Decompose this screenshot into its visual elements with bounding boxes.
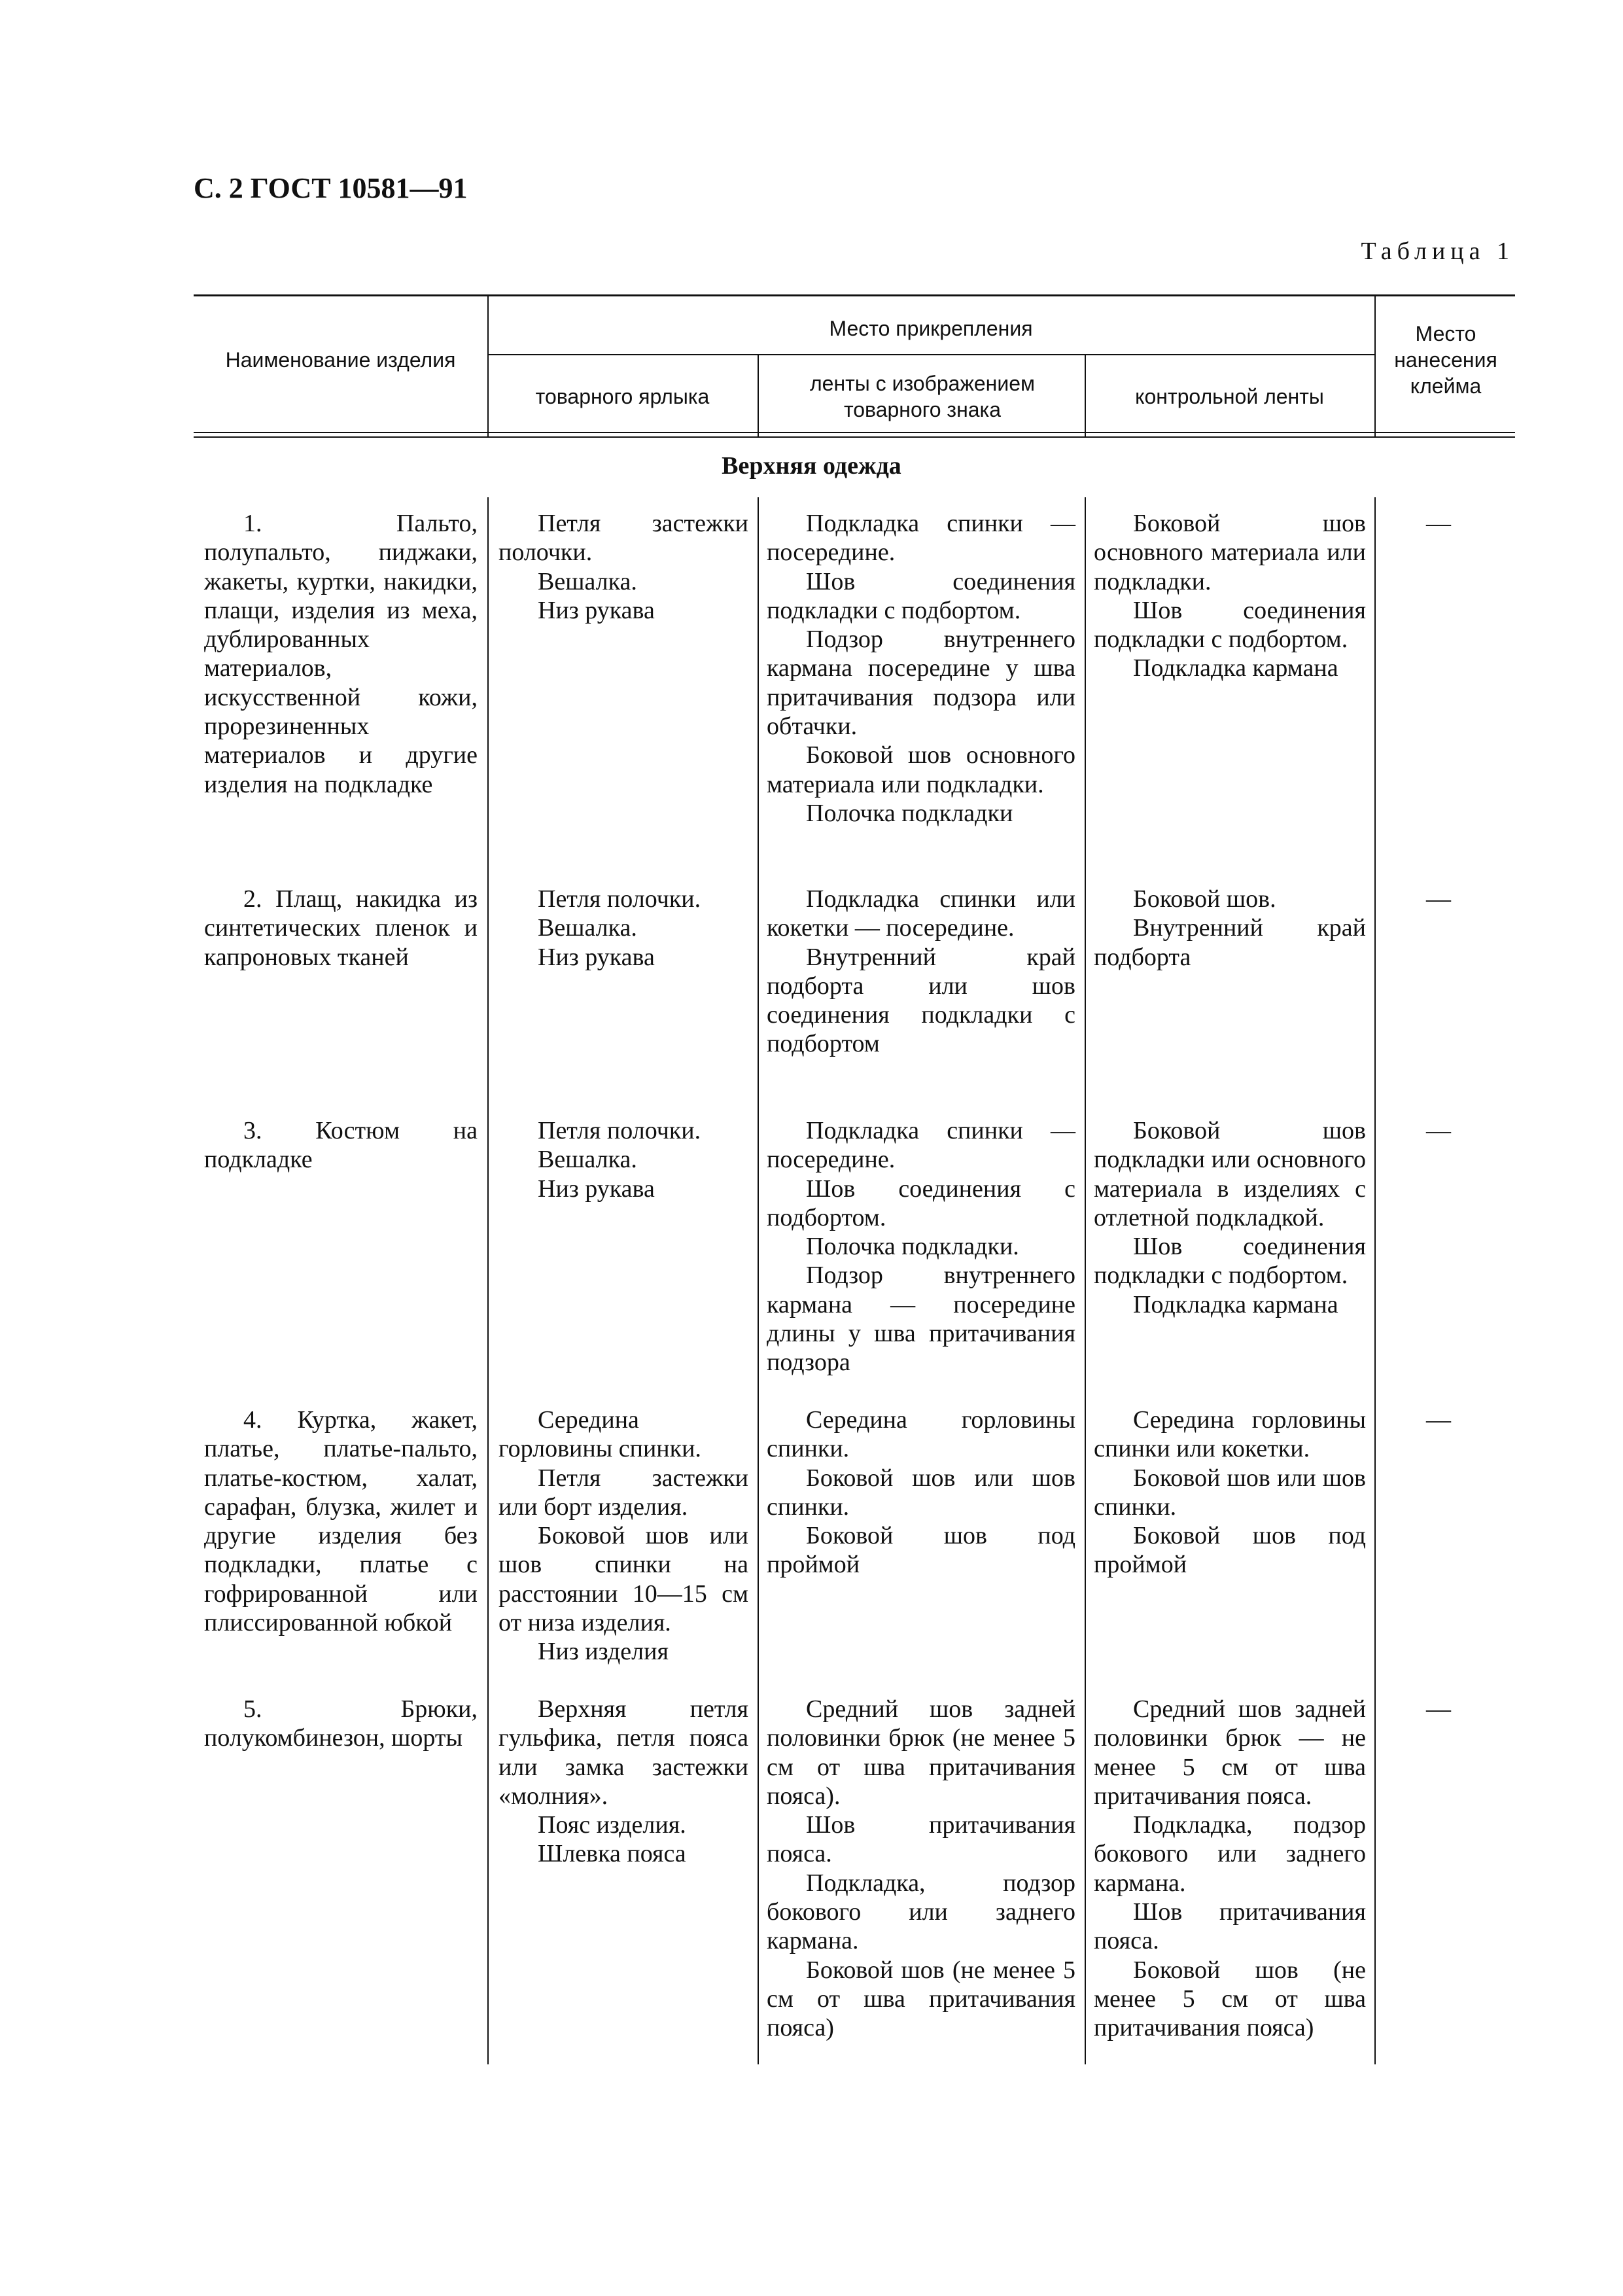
row-label: Середина горловины спинки. Петля застежки или борт изделия. Боковой шов или шов спинки на расстоянии 10—15 см от низа изделия. Низ изделия (498, 1406, 748, 1666)
col-divider-header-2 (758, 354, 759, 437)
row-stamp: — (1426, 1406, 1451, 1434)
row-label: Петля застежки полочки. Вешалка. Низ рукава (498, 510, 748, 624)
row-trademark: Подкладка спинки или кокетки — посередине. Внутренний край подборта или шов соединения подкладки с подбортом (767, 885, 1075, 1058)
row-control: Боковой шов основного материала или подкладки. Шов соединения подкладки с подбортом. Подкладка кармана (1094, 510, 1366, 682)
row-name: 3. Костюм на подкладке (204, 1117, 478, 1174)
header-attach-group: Место прикрепления (829, 317, 1033, 340)
row-stamp: — (1426, 1117, 1451, 1144)
row-name: 2. Плащ, накидка из синтетических пленок и капроновых тканей (204, 885, 478, 971)
row-label: Верхняя петля гульфика, петля пояса или замка застежки «молния». Пояс изделия. Шлевка пояса (498, 1695, 748, 1868)
row-label: Петля полочки. Вешалка. Низ рукава (538, 885, 701, 971)
header-bottom-rule-1 (194, 432, 1515, 433)
row-stamp: — (1426, 510, 1451, 537)
table-top-rule (194, 294, 1515, 296)
col-divider-body-2 (758, 497, 759, 2064)
row-name: 4. Куртка, жакет, платье, платье-пальто, платье-костюм, халат, сарафан, блузка, жилет и другие изделия без подкладки, платье с гофрированной или плиссированной юбкой (204, 1406, 478, 1637)
row-trademark: Подкладка спинки — посередине. Шов соединения подкладки с подбортом. Подзор внутреннего кармана посередине у шва притачивания подзора или обтачки. Боковой шов основного материала или подкладки. Полочка подкладки (767, 510, 1075, 827)
header-trademark: ленты с изображением товарного знака (809, 372, 1036, 421)
header-label: товарного ярлыка (535, 385, 710, 408)
header-name: Наименование изделия (225, 348, 456, 372)
row-trademark: Середина горловины спинки. Боковой шов или шов спинки. Боковой шов под проймой (767, 1406, 1075, 1579)
col-divider-body-3 (1085, 497, 1086, 2064)
row-control: Боковой шов подкладки или основного материала в изделиях с отлетной подкладкой. Шов соединения подкладки с подбортом. Подкладка кармана (1094, 1117, 1366, 1318)
row-label: Петля полочки. Вешалка. Низ рукава (538, 1117, 701, 1203)
col-divider-body-4 (1374, 497, 1376, 2064)
row-name: 5. Брюки, полукомбинезон, шорты (204, 1695, 478, 1752)
row-stamp: — (1426, 1695, 1451, 1723)
row-trademark: Подкладка спинки — посередине. Шов соединения с подбортом. Полочка подкладки. Подзор внутреннего кармана — посередине длины у шва притачивания подзора (767, 1117, 1075, 1377)
header-stamp: Место нанесения клейма (1394, 322, 1497, 398)
table-label: Таблица 1 (1361, 238, 1514, 265)
row-control: Середина горловины спинки или кокетки. Боковой шов или шов спинки. Боковой шов под проймой (1094, 1406, 1366, 1579)
col-divider-header-4 (1374, 294, 1376, 437)
row-stamp: — (1426, 885, 1451, 913)
col-divider-body-1 (487, 497, 489, 2064)
row-name: 1. Пальто, полупальто, пиджаки, жакеты, куртки, накидки, плащи, изделия из меха, дублированных материалов, искусственной кожи, прорезиненных материалов и другие изделия на подкладке (204, 510, 478, 798)
section-title: Верхняя одежда (722, 452, 901, 480)
row-control: Боковой шов. Внутренний край подборта (1094, 885, 1366, 971)
row-trademark: Средний шов задней половинки брюк (не менее 5 см от шва притачивания пояса). Шов притачивания пояса. Подкладка, подзор бокового или заднего кармана. Боковой шов (не менее 5 см от шва притачивания пояса) (767, 1695, 1075, 2042)
header-control: контрольной ленты (1135, 385, 1324, 408)
header-group-rule (487, 354, 1374, 355)
row-control: Средний шов задней половинки брюк — не менее 5 см от шва притачивания пояса. Подкладка, подзор бокового или заднего кармана. Шов притачивания пояса. Боковой шов (не менее 5 см от шва притачивания пояса) (1094, 1695, 1366, 2042)
page-header: С. 2 ГОСТ 10581—91 (194, 172, 468, 204)
header-bottom-rule-2 (194, 436, 1515, 438)
